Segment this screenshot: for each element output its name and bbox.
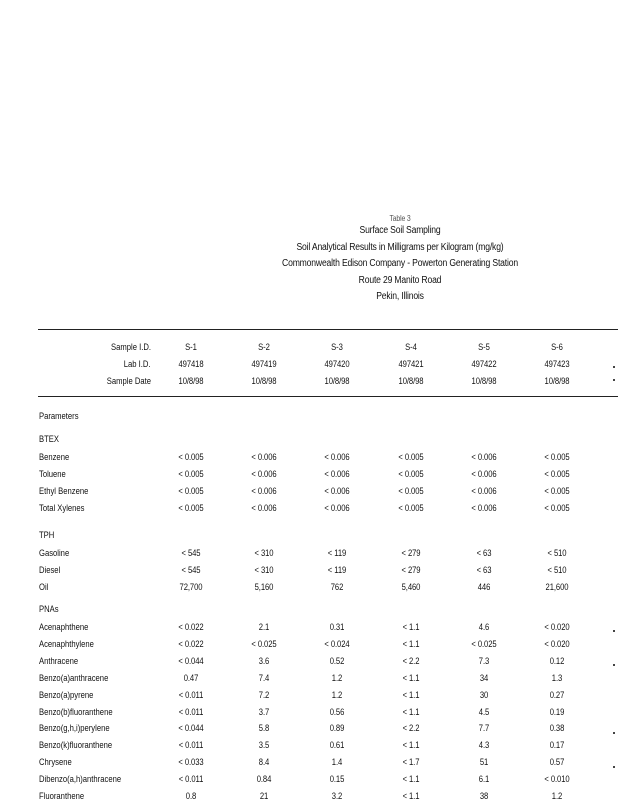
margin-mark	[613, 630, 615, 632]
lab-id-cell: 497423	[544, 359, 570, 369]
result-cell: 0.52	[329, 656, 345, 666]
sample-date-label: Sample Date	[106, 376, 151, 386]
result-cell: 5,160	[254, 582, 274, 592]
result-cell: < 1.1	[402, 622, 420, 632]
result-cell: < 1.1	[402, 791, 420, 801]
section-heading: PNAs	[39, 604, 59, 614]
result-cell: < 0.006	[251, 452, 277, 462]
margin-mark	[613, 664, 615, 666]
result-cell: < 63	[476, 548, 492, 558]
result-cell: < 545	[181, 548, 201, 558]
result-cell: < 0.006	[324, 452, 350, 462]
result-cell: 0.61	[329, 740, 345, 750]
result-cell: < 0.006	[251, 486, 277, 496]
header-rule	[38, 396, 618, 397]
result-cell: < 0.006	[251, 469, 277, 479]
result-cell: < 1.1	[402, 707, 420, 717]
margin-mark	[613, 379, 615, 381]
result-cell: < 0.011	[178, 690, 204, 700]
sample-date-cell: 10/8/98	[471, 376, 497, 386]
result-cell: 4.5	[478, 707, 490, 717]
parameter-label: Toluene	[39, 469, 66, 479]
parameter-label: Benzo(a)anthracene	[39, 673, 109, 683]
result-cell: 0.27	[549, 690, 565, 700]
result-cell: 30	[479, 690, 489, 700]
result-cell: 762	[330, 582, 344, 592]
result-cell: < 0.044	[178, 656, 204, 666]
result-cell: < 0.006	[324, 503, 350, 513]
result-cell: 1.3	[551, 673, 563, 683]
result-cell: 0.19	[549, 707, 565, 717]
result-cell: < 0.006	[471, 469, 497, 479]
result-cell: < 0.005	[398, 486, 424, 496]
result-cell: 7.3	[478, 656, 490, 666]
result-cell: 0.12	[549, 656, 565, 666]
result-cell: < 0.005	[398, 469, 424, 479]
result-cell: < 310	[254, 565, 274, 575]
table-title-block	[230, 214, 570, 306]
result-cell: < 0.022	[178, 639, 204, 649]
result-cell: 2.1	[258, 622, 270, 632]
parameter-label: Benzo(b)fluoranthene	[39, 707, 113, 717]
result-cell: 4.3	[478, 740, 490, 750]
result-cell: < 0.006	[471, 503, 497, 513]
sample-date-cell: 10/8/98	[178, 376, 204, 386]
result-cell: 1.2	[331, 690, 343, 700]
sample-date-cell: 10/8/98	[544, 376, 570, 386]
result-cell: < 0.044	[178, 723, 204, 733]
result-cell: 3.7	[258, 707, 270, 717]
parameter-label: Acenaphthylene	[39, 639, 94, 649]
result-cell: < 0.020	[544, 639, 570, 649]
result-cell: 0.17	[549, 740, 565, 750]
result-cell: < 2.2	[402, 723, 420, 733]
result-cell: 6.1	[478, 774, 490, 784]
result-cell: 0.15	[329, 774, 345, 784]
result-cell: < 0.006	[251, 503, 277, 513]
result-cell: < 0.024	[324, 639, 350, 649]
parameter-label: Benzene	[39, 452, 70, 462]
result-cell: 0.56	[329, 707, 345, 717]
result-cell: 0.47	[183, 673, 199, 683]
sample-id-cell: S-6	[551, 342, 563, 352]
result-cell: < 0.020	[544, 622, 570, 632]
parameter-label: Anthracene	[39, 656, 79, 666]
lab-id-cell: 497422	[471, 359, 497, 369]
parameter-label: Benzo(a)pyrene	[39, 690, 94, 700]
top-rule	[38, 329, 618, 330]
result-cell: 21	[259, 791, 269, 801]
result-cell: < 310	[254, 548, 274, 558]
parameter-label: Total Xylenes	[39, 503, 85, 513]
lab-id-label: Lab I.D.	[124, 359, 151, 369]
result-cell: 51	[479, 757, 489, 767]
result-cell: < 0.005	[178, 452, 204, 462]
sample-date-cell: 10/8/98	[324, 376, 350, 386]
result-cell: 0.8	[185, 791, 197, 801]
result-cell: 1.2	[331, 673, 343, 683]
result-cell: < 0.005	[398, 503, 424, 513]
result-cell: 1.4	[331, 757, 343, 767]
result-cell: < 545	[181, 565, 201, 575]
title-line-2: Soil Analytical Results in Milligrams per Kilogram (mg/kg)	[296, 241, 504, 253]
section-heading: BTEX	[39, 434, 59, 444]
result-cell: < 0.010	[544, 774, 570, 784]
sample-id-cell: S-3	[331, 342, 343, 352]
margin-mark	[613, 766, 615, 768]
title-line-5: Pekin, Illinois	[376, 291, 424, 302]
parameters-label: Parameters	[39, 411, 79, 421]
parameter-label: Benzo(k)fluoranthene	[39, 740, 113, 750]
margin-mark	[613, 366, 615, 368]
result-cell: < 279	[401, 565, 421, 575]
result-cell: < 0.011	[178, 740, 204, 750]
result-cell: < 0.022	[178, 622, 204, 632]
result-cell: < 0.006	[324, 486, 350, 496]
result-cell: 0.57	[549, 757, 565, 767]
result-cell: 72,700	[179, 582, 203, 592]
result-cell: < 119	[327, 548, 347, 558]
result-cell: < 279	[401, 548, 421, 558]
sample-id-cell: S-2	[258, 342, 270, 352]
result-cell: < 0.005	[398, 452, 424, 462]
result-cell: < 1.1	[402, 774, 420, 784]
result-cell: 7.2	[258, 690, 270, 700]
result-cell: < 0.006	[471, 452, 497, 462]
result-cell: 8.4	[258, 757, 270, 767]
result-cell: 7.4	[258, 673, 270, 683]
parameter-label: Oil	[39, 582, 49, 592]
parameter-label: Diesel	[39, 565, 61, 575]
result-cell: < 0.005	[544, 503, 570, 513]
table-number: Table 3	[389, 214, 411, 223]
result-cell: 34	[479, 673, 489, 683]
title-line-1: Surface Soil Sampling	[359, 225, 441, 236]
result-cell: 0.31	[329, 622, 345, 632]
result-cell: < 0.011	[178, 707, 204, 717]
parameter-label: Fluoranthene	[39, 791, 85, 801]
sample-id-cell: S-4	[405, 342, 417, 352]
result-cell: 1.2	[551, 791, 563, 801]
result-cell: < 1.1	[402, 639, 420, 649]
result-cell: 0.38	[549, 723, 565, 733]
result-cell: 21,600	[545, 582, 569, 592]
sample-id-label: Sample I.D.	[111, 342, 151, 352]
sample-date-cell: 10/8/98	[251, 376, 277, 386]
result-cell: < 0.005	[544, 486, 570, 496]
result-cell: < 0.006	[324, 469, 350, 479]
result-cell: < 1.7	[402, 757, 420, 767]
title-line-4: Route 29 Manito Road	[358, 274, 442, 286]
parameter-label: Acenaphthene	[39, 622, 89, 632]
result-cell: 446	[477, 582, 491, 592]
result-cell: 3.5	[258, 740, 270, 750]
result-cell: 0.89	[329, 723, 345, 733]
result-cell: < 1.1	[402, 690, 420, 700]
result-cell: < 510	[547, 548, 567, 558]
result-cell: < 0.033	[178, 757, 204, 767]
result-cell: < 1.1	[402, 740, 420, 750]
lab-id-cell: 497420	[324, 359, 350, 369]
parameter-label: Benzo(g,h,i)perylene	[39, 723, 110, 733]
result-cell: < 0.005	[544, 469, 570, 479]
parameter-label: Ethyl Benzene	[39, 486, 89, 496]
result-cell: < 0.005	[178, 469, 204, 479]
parameter-label: Gasoline	[39, 548, 70, 558]
result-cell: 3.6	[258, 656, 270, 666]
result-cell: 0.84	[256, 774, 272, 784]
result-cell: < 0.006	[471, 486, 497, 496]
lab-id-cell: 497419	[251, 359, 277, 369]
sample-id-cell: S-5	[478, 342, 490, 352]
result-cell: < 0.025	[251, 639, 277, 649]
result-cell: 4.6	[478, 622, 490, 632]
result-cell: 7.7	[478, 723, 490, 733]
margin-mark	[613, 732, 615, 734]
result-cell: < 119	[327, 565, 347, 575]
result-cell: < 510	[547, 565, 567, 575]
result-cell: < 63	[476, 565, 492, 575]
result-cell: 5,460	[401, 582, 421, 592]
result-cell: < 0.011	[178, 774, 204, 784]
result-cell: < 0.005	[178, 486, 204, 496]
lab-id-cell: 497418	[178, 359, 204, 369]
result-cell: 3.2	[331, 791, 343, 801]
parameter-label: Chrysene	[39, 757, 72, 767]
sample-id-cell: S-1	[185, 342, 197, 352]
lab-id-cell: 497421	[398, 359, 424, 369]
result-cell: < 2.2	[402, 656, 420, 666]
result-cell: < 1.1	[402, 673, 420, 683]
result-cell: < 0.005	[178, 503, 204, 513]
result-cell: 5.8	[258, 723, 270, 733]
section-heading: TPH	[39, 530, 55, 540]
result-cell: < 0.005	[544, 452, 570, 462]
sample-date-cell: 10/8/98	[398, 376, 424, 386]
title-line-3: Commonwealth Edison Company - Powerton Generating Station	[282, 258, 518, 269]
parameter-label: Dibenzo(a,h)anthracene	[39, 774, 122, 784]
result-cell: 38	[479, 791, 489, 801]
result-cell: < 0.025	[471, 639, 497, 649]
